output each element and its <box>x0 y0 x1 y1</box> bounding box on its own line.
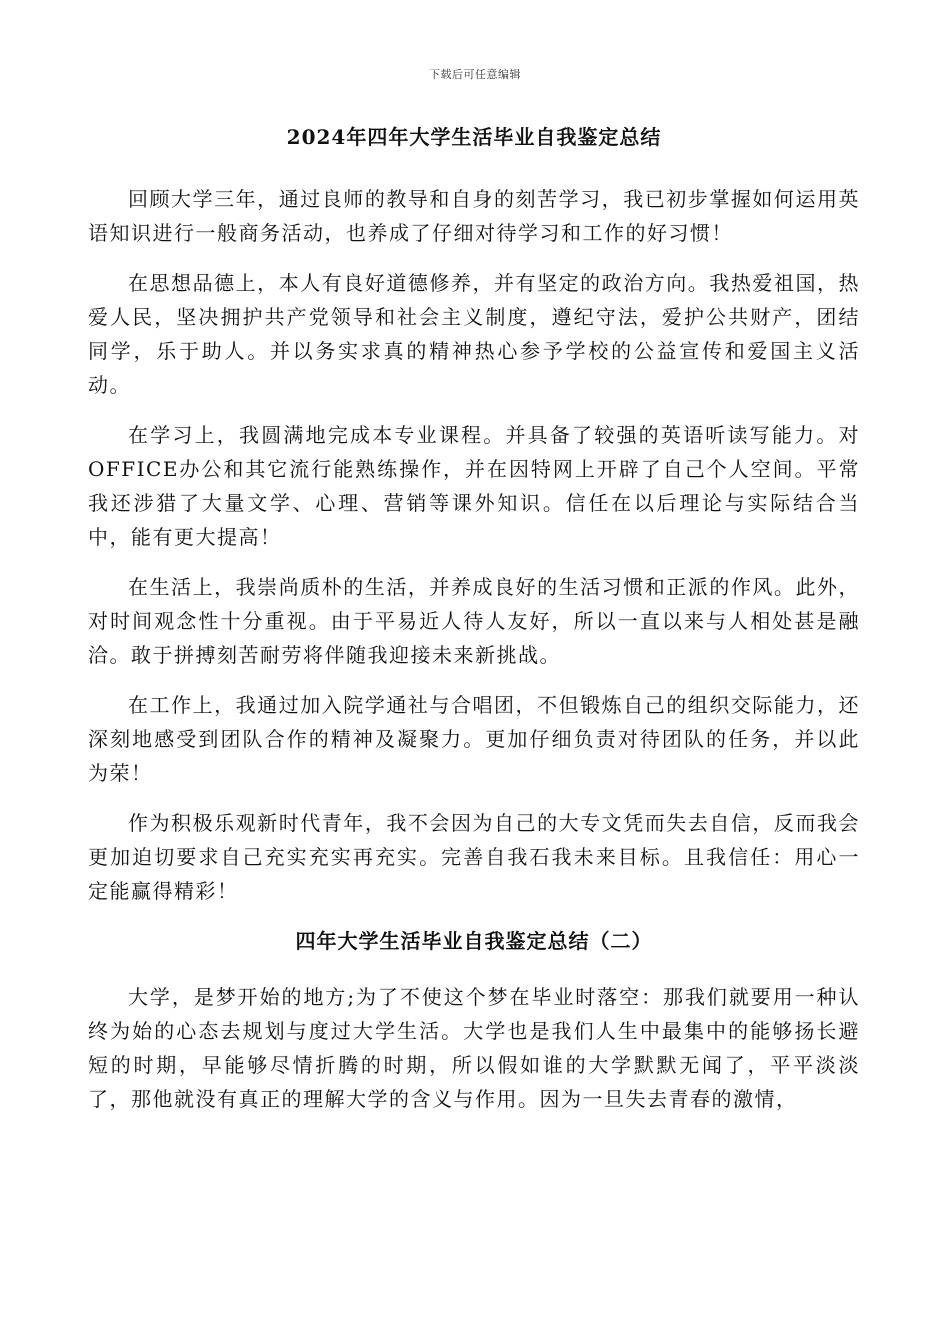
paragraph-study: 在学习上，我圆满地完成本专业课程。并具备了较强的英语听读写能力。对OFFICE办公和其它流行能熟练操作，并在因特网上开辟了自己个人空间。平常我还涉猎了大量文学、心理、营销等课外知识。信任在以后理论与实际结合当中，能有更大提高！ <box>88 423 860 549</box>
paragraph-life: 在生活上，我崇尚质朴的生活，并养成良好的生活习惯和正派的作风。此外，对时间观念性十分重视。由于平易近人待人友好，所以一直以来与人相处甚是融洽。敢于拼搏刻苦耐劳将伴随我迎接未来新挑战。 <box>88 575 860 667</box>
paragraph-review: 回顾大学三年，通过良师的教导和自身的刻苦学习，我已初步掌握如何运用英语知识进行一般商务活动，也养成了仔细对待学习和工作的好习惯！ <box>88 187 860 245</box>
paragraph-work: 在工作上，我通过加入院学通社与合唱团，不但锻炼自己的组织交际能力，还深刻地感受到团队合作的精神及凝聚力。更加仔细负责对待团队的任务，并以此为荣！ <box>88 693 860 785</box>
section-title-2: 四年大学生活毕业自我鉴定总结（二） <box>295 929 653 953</box>
header-note: 下载后可任意编辑 <box>429 68 521 81</box>
paragraph-university: 大学，是梦开始的地方;为了不使这个梦在毕业时落空：那我们就要用一种认终为始的心态去规划与度过大学生活。大学也是我们人生中最集中的能够扬长避短的时期，早能够尽情折腾的时期，所以假如谁的大学默默无闻了，平平淡淡了，那他就没有真正的理解大学的含义与作用。因为一旦失去青春的激情， <box>88 985 860 1111</box>
document-body <box>88 120 860 1132</box>
paragraph-morality: 在思想品德上，本人有良好道德修养，并有坚定的政治方向。我热爱祖国，热爱人民，坚决拥护共产党领导和社会主义制度，遵纪守法，爱护公共财产，团结同学，乐于助人。并以务实求真的精神热心参予学校的公益宣传和爱国主义活动。 <box>88 271 860 397</box>
paragraph-conclusion: 作为积极乐观新时代青年，我不会因为自己的大专文凭而失去自信，反而我会更加迫切要求自己充实充实再充实。完善自我石我未来目标。且我信任：用心一定能赢得精彩！ <box>88 811 860 903</box>
document-title: 2024年四年大学生活毕业自我鉴定总结 <box>286 125 662 149</box>
